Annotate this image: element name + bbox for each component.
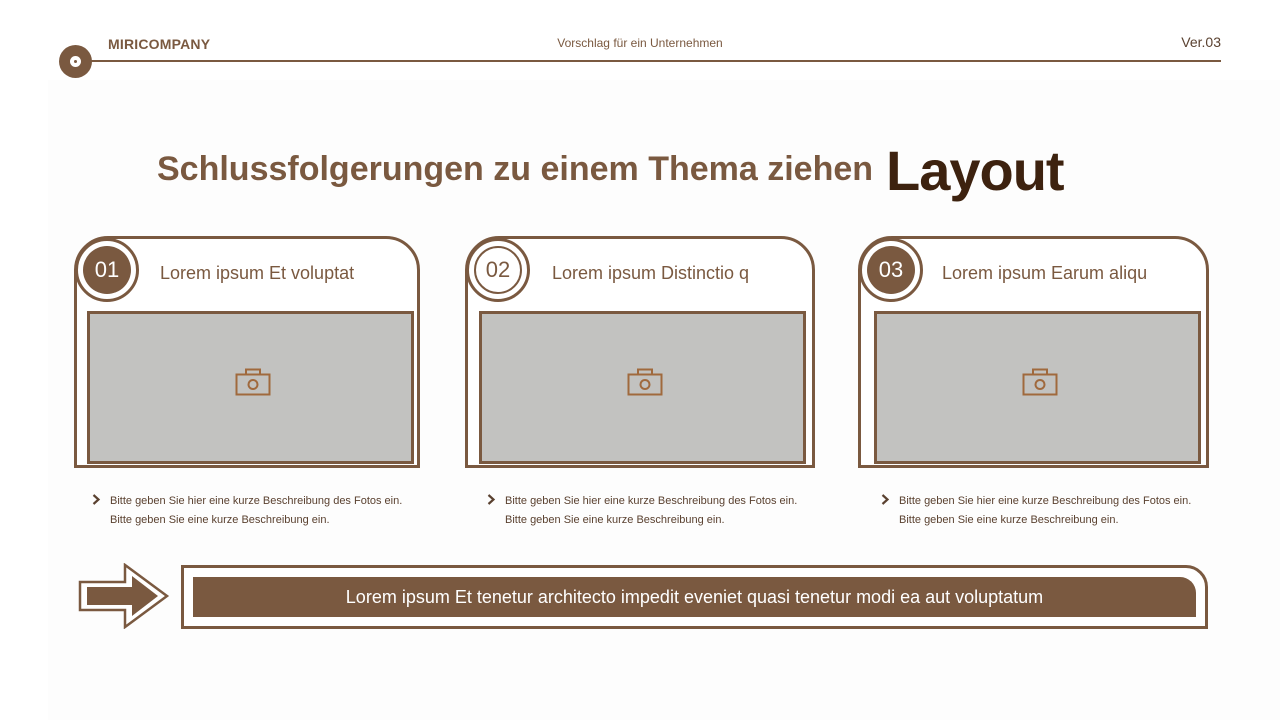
card-title: Lorem ipsum Et voluptat [160, 263, 355, 283]
photo-placeholder[interactable] [479, 311, 806, 464]
summary-banner [181, 565, 1208, 629]
card-3 [858, 236, 1209, 468]
number-badge [466, 238, 530, 302]
camera-icon [235, 368, 271, 396]
brand-name: MIRICOMPANY [108, 36, 211, 52]
camera-icon [627, 368, 663, 396]
card-2 [465, 236, 815, 468]
chevron-right-icon [487, 494, 496, 505]
photo-placeholder[interactable] [87, 311, 414, 464]
card-number: 02 [474, 246, 522, 294]
camera-icon [1022, 368, 1058, 396]
chevron-right-icon [92, 494, 101, 505]
card-number: 03 [867, 246, 915, 294]
card-number: 01 [83, 246, 131, 294]
card-1 [74, 236, 420, 468]
page-title: Schlussfolgerungen zu einem Thema ziehen [157, 150, 874, 188]
banner-text: Lorem ipsum Et tenetur architecto impedit eveniet quasi tenetur modi ea aut voluptatum [193, 577, 1196, 617]
version-label: Ver.03 [1181, 34, 1221, 50]
photo-placeholder[interactable] [874, 311, 1201, 464]
number-badge [859, 238, 923, 302]
header-subtitle: Vorschlag für ein Unternehmen [557, 36, 723, 50]
number-badge [75, 238, 139, 302]
card-title: Lorem ipsum Distinctio q [552, 263, 750, 283]
chevron-right-icon [881, 494, 890, 505]
description-text: Bitte geben Sie hier eine kurze Beschreibung des Fotos ein. Bitte geben Sie eine kurze Beschreibung ein. [505, 495, 798, 526]
description-text: Bitte geben Sie hier eine kurze Beschreibung des Fotos ein. Bitte geben Sie eine kurze Beschreibung ein. [110, 495, 403, 526]
arrow-right-icon [78, 563, 170, 629]
header-divider [90, 60, 1221, 62]
card-title: Lorem ipsum Earum aliqu [942, 263, 1148, 283]
page-title-highlight: Layout [886, 139, 1064, 202]
description-text: Bitte geben Sie hier eine kurze Beschreibung des Fotos ein. Bitte geben Sie eine kurze Beschreibung ein. [899, 495, 1192, 526]
